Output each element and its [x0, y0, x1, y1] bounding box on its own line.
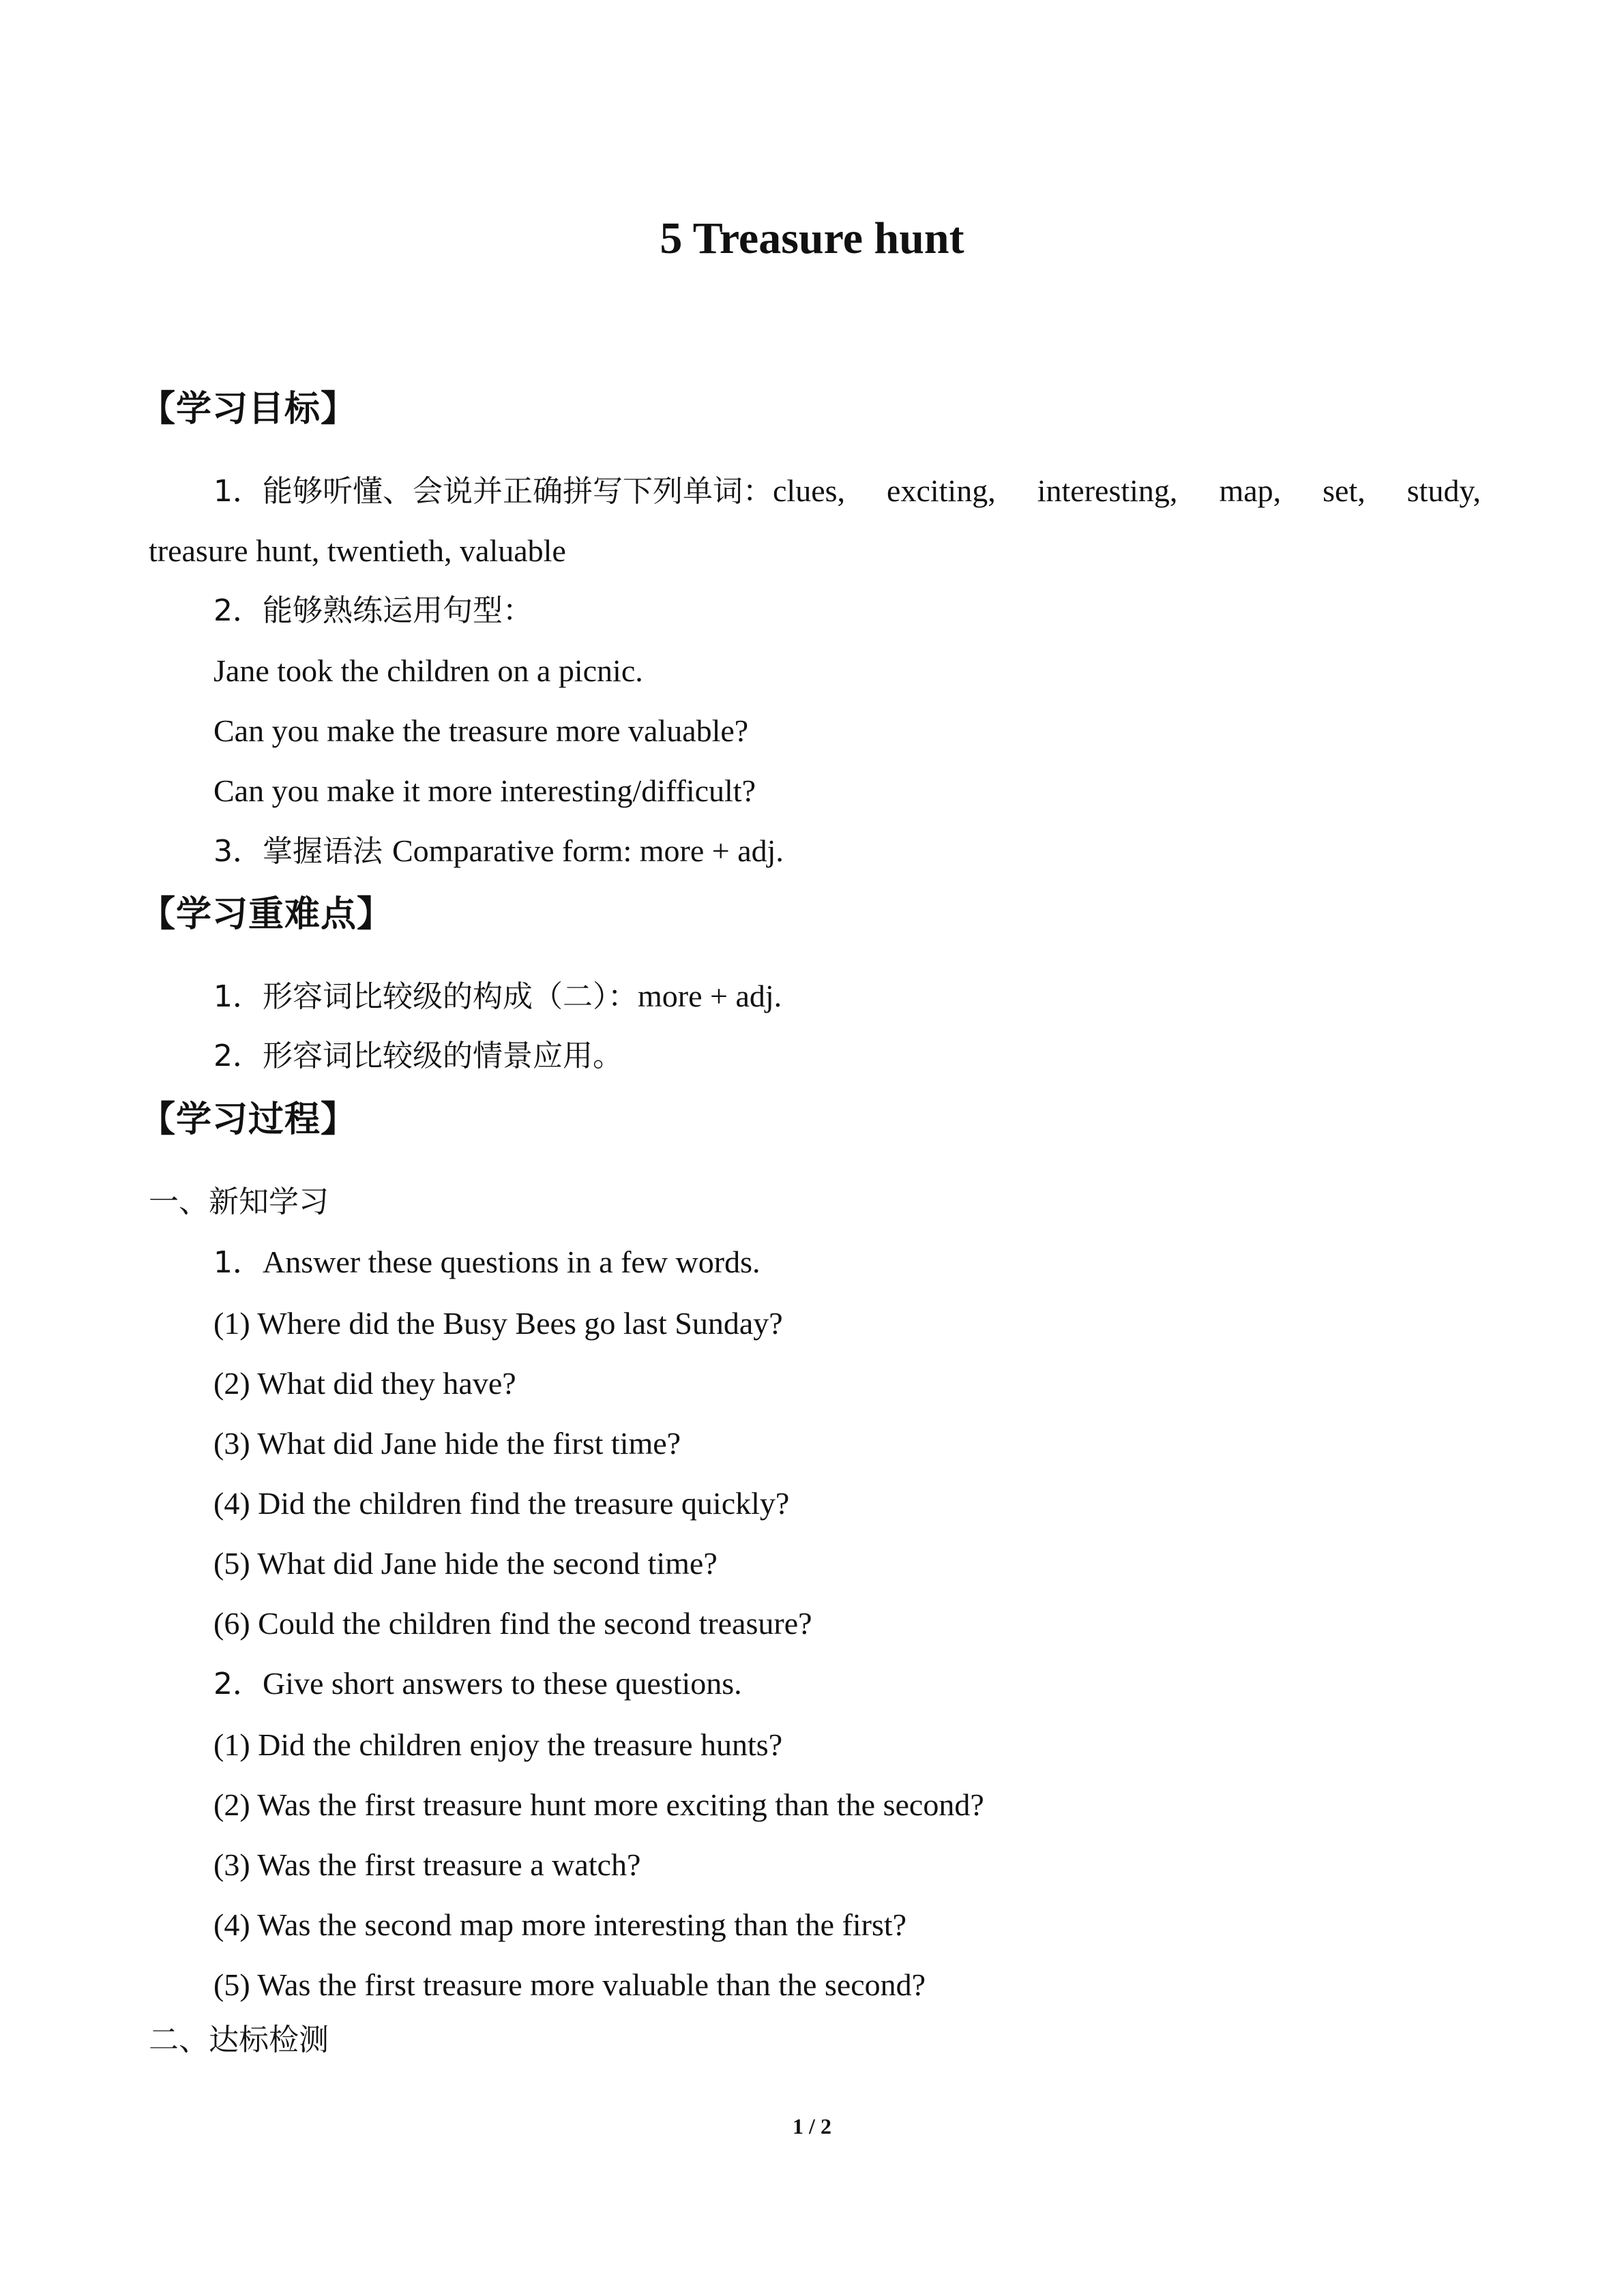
task-1-question: (2) What did they have?	[213, 1366, 516, 1401]
key-point-1: 1．形容词比较级的构成（二）：more + adj.	[213, 979, 782, 1014]
objective-1-line-1	[213, 471, 1481, 512]
part-1-label: 一、新知学习	[149, 1184, 329, 1219]
task-2-question: (3) Was the first treasure a watch?	[213, 1847, 641, 1882]
key-point-2: 2．形容词比较级的情景应用。	[213, 1039, 623, 1073]
section-heading-process: 【学习过程】	[140, 1099, 357, 1140]
sentence-pattern: Jane took the children on a picnic.	[213, 653, 643, 688]
objective-2: 2．能够熟练运用句型：	[213, 593, 533, 628]
task-2-question: (2) Was the first treasure hunt more exciting than the second?	[213, 1787, 984, 1822]
vocab-word: interesting,	[1037, 473, 1178, 508]
vocab-word: set,	[1323, 473, 1365, 508]
section-heading-objectives: 【学习目标】	[140, 389, 357, 430]
task-1-question: (3) What did Jane hide the first time?	[213, 1426, 681, 1461]
task-2-question: (5) Was the first treasure more valuable than the second?	[213, 1967, 926, 2002]
part-2-label: 二、达标检测	[149, 2023, 329, 2057]
task-1-question: (1) Where did the Busy Bees go last Sunday?	[213, 1306, 783, 1341]
objective-3: 3．掌握语法 Comparative form: more + adj.	[213, 833, 784, 869]
task-1-question: (6) Could the children find the second treasure?	[213, 1606, 812, 1641]
sentence-pattern: Can you make the treasure more valuable?	[213, 713, 749, 748]
sentence-pattern: Can you make it more interesting/difficult?	[213, 773, 756, 808]
task-1-question: (5) What did Jane hide the second time?	[213, 1546, 718, 1581]
section-heading-key-points: 【学习重难点】	[140, 894, 394, 935]
vocab-word: study,	[1406, 473, 1481, 508]
task-2: 2．Give short answers to these questions.	[213, 1666, 742, 1701]
task-2-question: (1) Did the children enjoy the treasure hunts?	[213, 1727, 783, 1762]
page-title: 5 Treasure hunt	[660, 213, 964, 263]
task-2-question: (4) Was the second map more interesting than the first?	[213, 1907, 907, 1942]
page-number: 1 / 2	[793, 2114, 831, 2138]
task-1: 1．Answer these questions in a few words.	[213, 1244, 761, 1280]
vocab-word: exciting,	[887, 473, 996, 508]
task-1-question: (4) Did the children find the treasure quickly?	[213, 1486, 790, 1521]
objective-1-prefix: 1．能够听懂、会说并正确拼写下列单词：clues,	[213, 473, 846, 509]
vocab-word: map,	[1219, 473, 1282, 508]
objective-1-line-2: treasure hunt, twentieth, valuable	[149, 533, 566, 568]
